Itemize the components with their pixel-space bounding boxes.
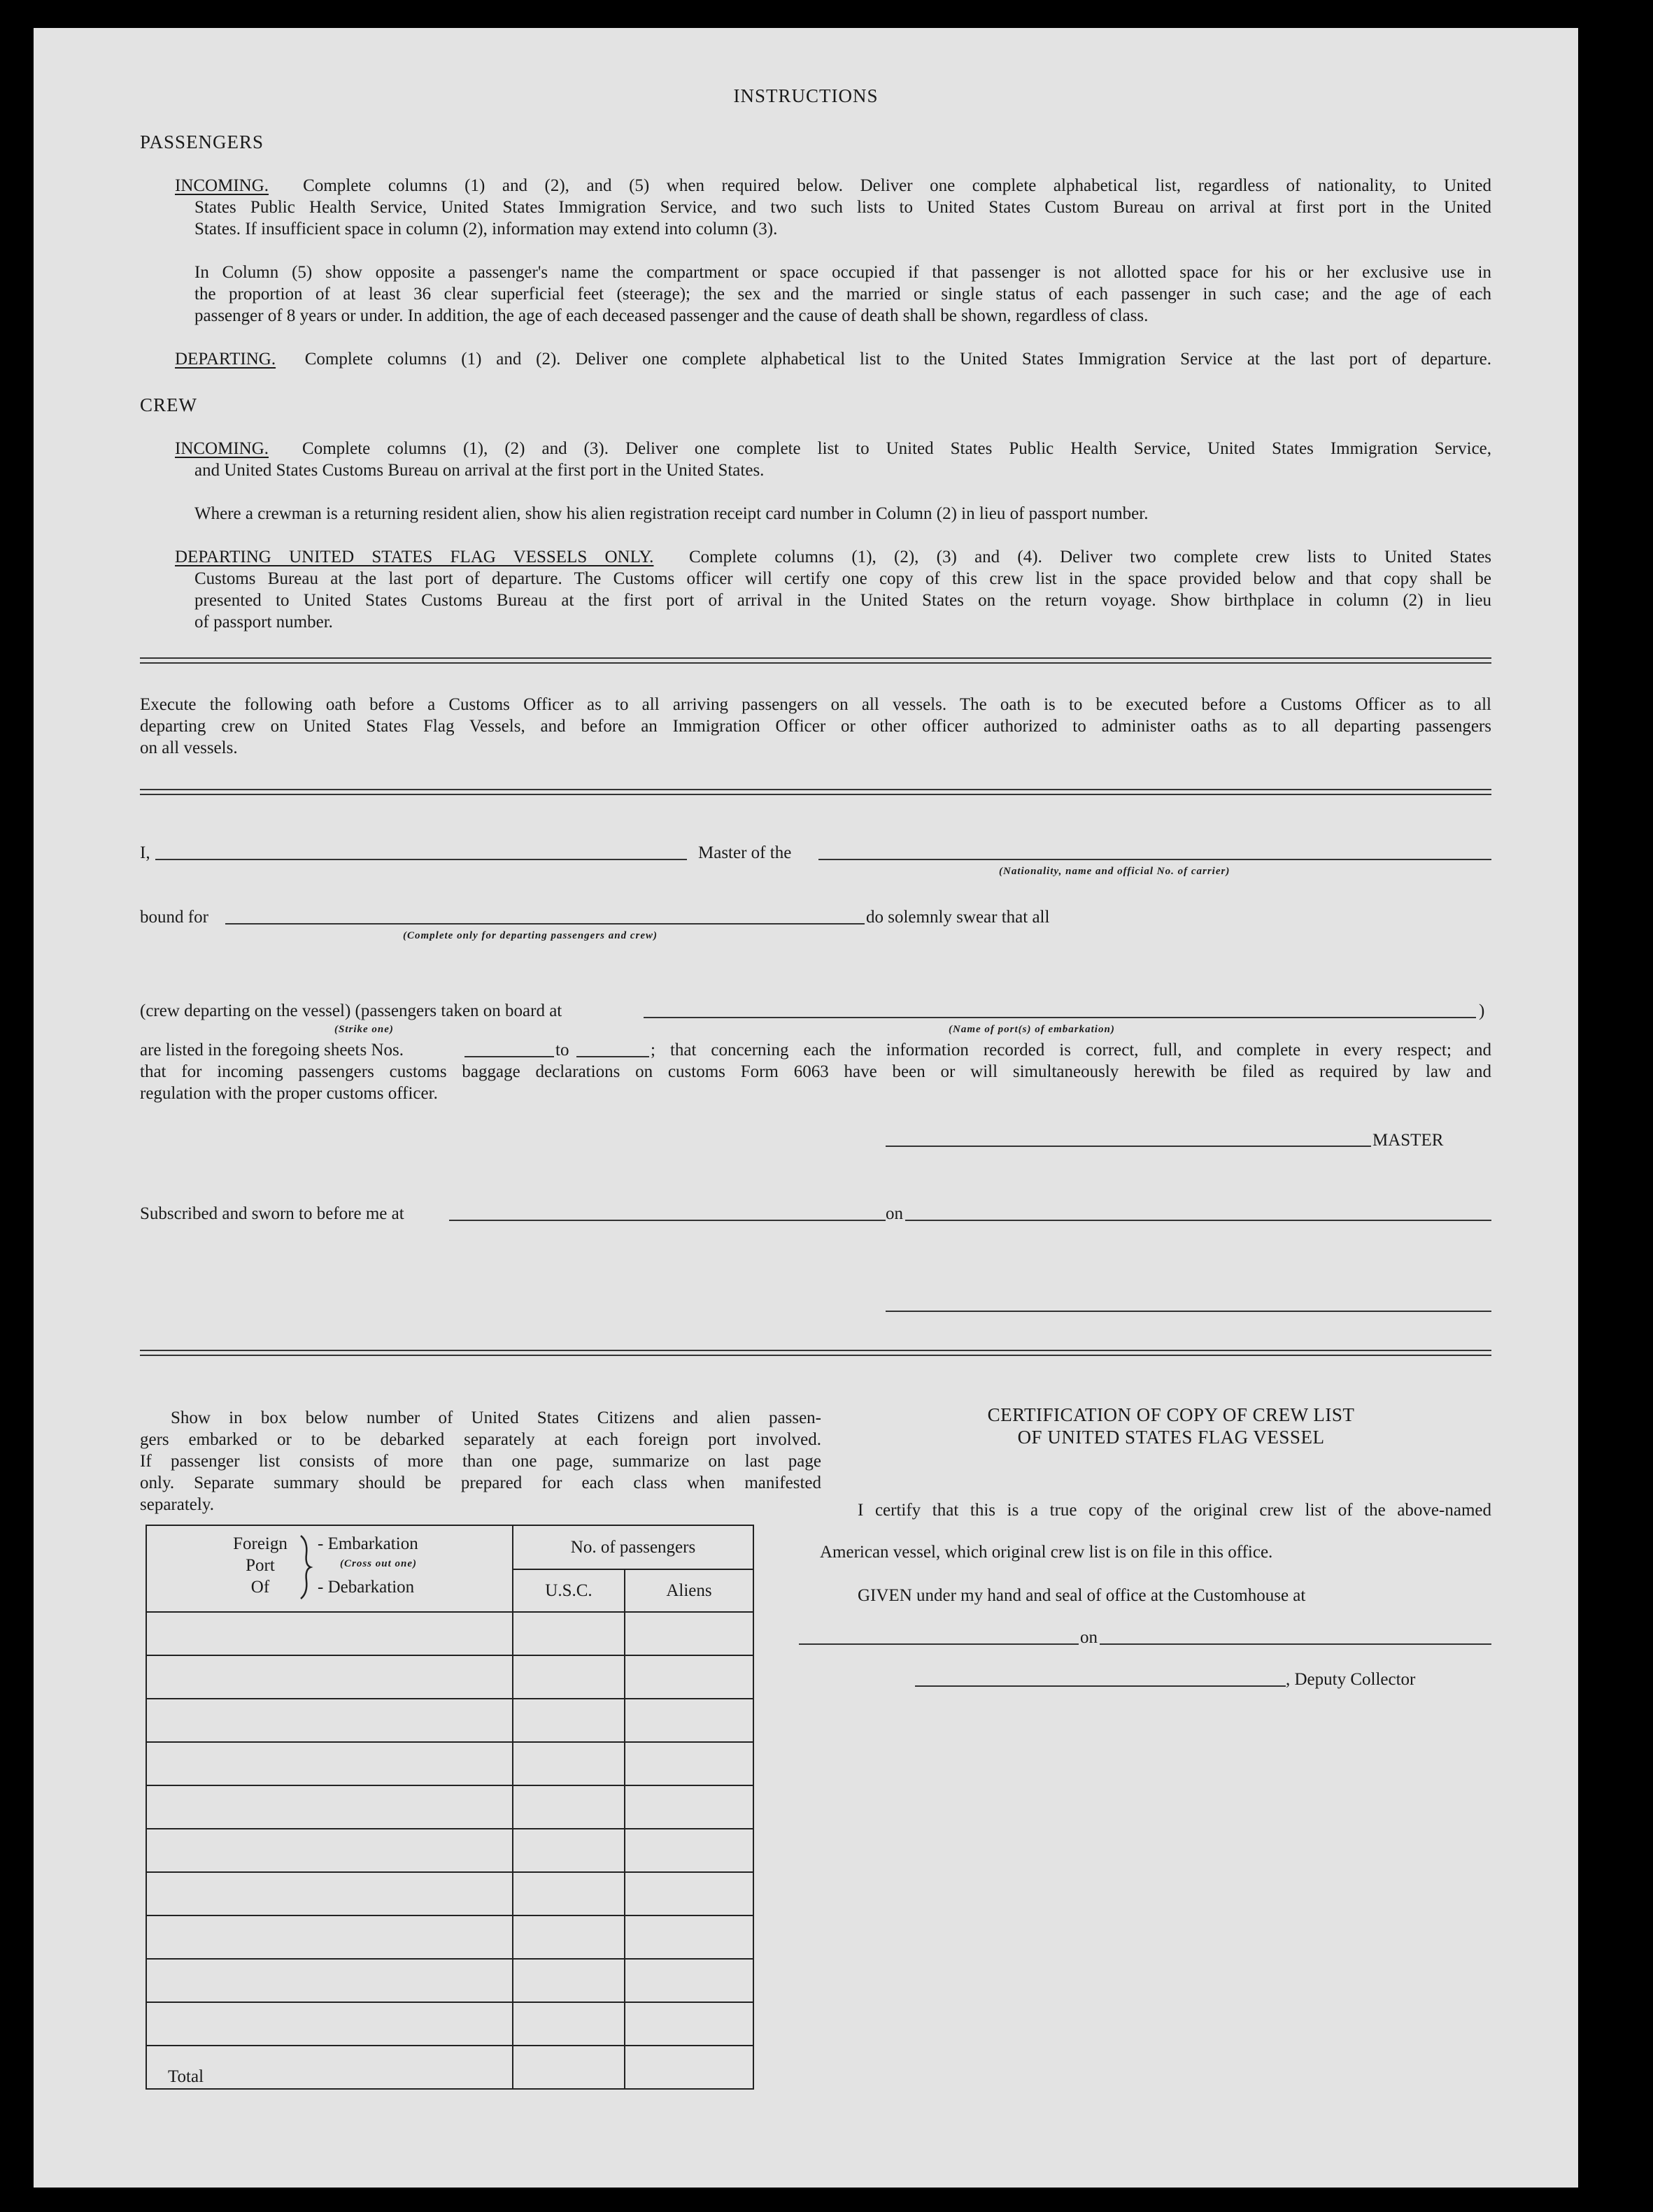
aliens-cell[interactable]	[625, 1742, 753, 1785]
summary-instructions-line-3: If passenger list consists of more than one page, summarize on last page	[140, 1452, 821, 1471]
deputy-collector-signature[interactable]	[915, 1685, 1286, 1687]
total-usc-cell[interactable]	[513, 2046, 625, 2089]
passengers-departing-line: DEPARTING. Complete columns (1) and (2). Deliver one complete alphabetical list to the United States Immigration Service at the last port of departure.	[175, 350, 1492, 369]
usc-cell[interactable]	[513, 1959, 625, 2002]
summary-instructions-line-1: Show in box below number of United States Citizens and alien passen-	[171, 1408, 821, 1427]
certify-line-1: I certify that this is a true copy of the original crew list of the above-named	[858, 1501, 1491, 1520]
column5-line-1: In Column (5) show opposite a passenger's name the compartment or space occupied if that passenger is not allotted space for his or her exclusive use in	[194, 263, 1491, 282]
certification-on-label: on	[1080, 1628, 1098, 1647]
divider-2	[140, 789, 1491, 795]
usc-cell[interactable]	[513, 1829, 625, 1872]
usc-cell[interactable]	[513, 2002, 625, 2046]
header-cross-out: (Cross out one)	[340, 1558, 418, 1569]
resident-alien-note: Where a crewman is a returning resident alien, show his alien registration receipt card number in Column (2) in lieu of passport number.	[194, 504, 1149, 523]
certification-date-field[interactable]	[1100, 1643, 1491, 1645]
master-of-the-label: Master of the	[698, 843, 792, 862]
crew-heading: CREW	[140, 394, 197, 415]
port-header-cell	[146, 1525, 513, 1612]
usc-cell[interactable]	[513, 1915, 625, 1959]
oath-line-3: regulation with the proper customs officer.	[140, 1084, 438, 1103]
sworn-at-field[interactable]	[449, 1220, 886, 1221]
certify-line-2: American vessel, which original crew list is on file in this office.	[820, 1543, 1273, 1562]
usc-cell[interactable]	[513, 1699, 625, 1742]
header-foreign: Foreign	[233, 1534, 288, 1553]
port-cell[interactable]	[146, 1915, 513, 1959]
total-label: Total	[146, 2046, 513, 2089]
no-passengers-header: No. of passengers	[513, 1525, 753, 1569]
usc-cell[interactable]	[513, 1655, 625, 1699]
port-cell[interactable]	[146, 2002, 513, 2046]
oath-instructions-line-2: departing crew on United States Flag Vessels, and before an Immigration Officer or other officer authorized to administer oaths as to all departing passengers	[140, 717, 1491, 736]
passengers-incoming-label: INCOMING.	[175, 176, 269, 195]
aliens-cell[interactable]	[625, 1612, 753, 1655]
divider-1	[140, 657, 1491, 664]
port-cell[interactable]	[146, 1829, 513, 1872]
header-embarkation: - Embarkation	[318, 1534, 418, 1553]
usc-cell[interactable]	[513, 1872, 625, 1915]
passenger-summary-table	[146, 1525, 754, 2090]
bound-for-caption: (Complete only for departing passengers and crew)	[403, 930, 658, 941]
ports-caption: (Name of port(s) of embarkation)	[949, 1024, 1115, 1035]
bound-for-field[interactable]	[225, 923, 865, 925]
aliens-cell[interactable]	[625, 2002, 753, 2046]
usc-header: U.S.C.	[513, 1569, 625, 1612]
solemnly-swear-text: do solemnly swear that all	[866, 908, 1050, 927]
bound-for-label: bound for	[140, 908, 208, 927]
aliens-cell[interactable]	[625, 1655, 753, 1699]
divider-3	[140, 1350, 1491, 1356]
aliens-header: Aliens	[625, 1569, 753, 1612]
customhouse-field[interactable]	[799, 1643, 1079, 1645]
crew-departing-label: DEPARTING UNITED STATES FLAG VESSELS ONLY.	[175, 548, 654, 566]
oath-instructions-line-3: on all vessels.	[140, 738, 238, 757]
strike-one-caption: (Strike one)	[334, 1024, 394, 1035]
port-cell[interactable]	[146, 1742, 513, 1785]
officer-signature-field[interactable]	[886, 1311, 1491, 1312]
header-port: Port	[246, 1556, 275, 1575]
port-cell[interactable]	[146, 1699, 513, 1742]
master-signature-field[interactable]	[886, 1146, 1371, 1147]
total-aliens-cell[interactable]	[625, 2046, 753, 2089]
aliens-cell[interactable]	[625, 1699, 753, 1742]
aliens-cell[interactable]	[625, 1872, 753, 1915]
sheets-from-field[interactable]	[464, 1056, 554, 1057]
form-page	[34, 28, 1578, 2188]
certification-title-line-2: OF UNITED STATES FLAG VESSEL	[1017, 1427, 1325, 1448]
aliens-cell[interactable]	[625, 1959, 753, 2002]
port-cell[interactable]	[146, 1959, 513, 2002]
page-title: INSTRUCTIONS	[733, 85, 879, 106]
port-cell[interactable]	[146, 1612, 513, 1655]
port-cell[interactable]	[146, 1655, 513, 1699]
crew-departing-line-4: of passport number.	[194, 613, 333, 632]
crew-incoming-label: INCOMING.	[175, 439, 269, 458]
certification-title-line-1: CERTIFICATION OF COPY OF CREW LIST	[987, 1404, 1355, 1425]
master-name-field[interactable]	[155, 859, 687, 860]
embarkation-ports-field[interactable]	[644, 1017, 1476, 1018]
oath-i-label: I,	[140, 843, 150, 862]
summary-instructions-line-4: only. Separate summary should be prepared for each class when manifested	[140, 1474, 821, 1492]
usc-cell[interactable]	[513, 1612, 625, 1655]
close-paren: )	[1479, 1001, 1485, 1020]
summary-instructions-line-2: gers embarked or to be debarked separately at each foreign port involved.	[140, 1430, 821, 1449]
listed-to-text: to	[555, 1041, 569, 1059]
listed-post-text: ; that concerning each the information recorded is correct, full, and complete in every respect; and	[651, 1041, 1491, 1059]
carrier-field[interactable]	[818, 859, 1491, 860]
oath-line-2: that for incoming passengers customs baggage declarations on customs Form 6063 have been or will simultaneously herewith be filed as required by law and	[140, 1062, 1491, 1081]
passengers-incoming-line-2: States Public Health Service, United States Immigration Service, and two such lists to United States Custom Bureau on arrival at first port in the United	[194, 198, 1491, 217]
given-text: GIVEN under my hand and seal of office at the Customhouse at	[858, 1586, 1306, 1605]
nationality-caption: (Nationality, name and official No. of carrier)	[999, 866, 1230, 877]
summary-instructions-line-5: separately.	[140, 1495, 214, 1514]
aliens-cell[interactable]	[625, 1785, 753, 1829]
brace-icon	[298, 1534, 313, 1600]
passengers-incoming-line-3: States. If insufficient space in column (2), information may extend into column (3).	[194, 220, 778, 238]
port-cell[interactable]	[146, 1872, 513, 1915]
master-label: MASTER	[1372, 1131, 1444, 1150]
listed-pre-text: are listed in the foregoing sheets Nos.	[140, 1041, 404, 1059]
sworn-on-field[interactable]	[905, 1220, 1491, 1221]
deputy-collector-label: , Deputy Collector	[1286, 1670, 1416, 1689]
column5-line-2: the proportion of at least 36 clear superficial feet (steerage); the sex and the married or single status of each passenger in such case; and the age of each	[194, 285, 1491, 304]
subscribed-text: Subscribed and sworn to before me at	[140, 1204, 404, 1223]
crew-departing-line-1: DEPARTING UNITED STATES FLAG VESSELS ONLY. Complete columns (1), (2), (3) and (4). Deliver two complete crew lists to United States	[175, 548, 1492, 566]
usc-cell[interactable]	[513, 1785, 625, 1829]
sheets-to-field[interactable]	[576, 1056, 649, 1057]
sworn-on-label: on	[886, 1204, 903, 1223]
column5-line-3: passenger of 8 years or under. In addition, the age of each deceased passenger and the cause of death shall be shown, regardless of class.	[194, 306, 1149, 325]
header-debarkation: - Debarkation	[318, 1578, 415, 1597]
aliens-cell[interactable]	[625, 1829, 753, 1872]
crew-departing-text: (crew departing on the vessel) (passengers taken on board at	[140, 1001, 562, 1020]
header-of: Of	[250, 1578, 270, 1597]
crew-departing-line-3: presented to United States Customs Bureau at the first port of arrival in the United States on the return voyage. Show birthplace in column (2) in lieu	[194, 591, 1491, 610]
passengers-departing-label: DEPARTING.	[175, 350, 276, 369]
passengers-incoming-line-1: INCOMING. Complete columns (1) and (2), and (5) when required below. Deliver one complete alphabetical list, regardless of nationality, to United	[175, 176, 1492, 195]
crew-departing-line-2: Customs Bureau at the last port of departure. The Customs officer will certify one copy of this crew list in the space provided below and that copy shall be	[194, 569, 1491, 588]
oath-instructions-line-1: Execute the following oath before a Customs Officer as to all arriving passengers on all vessels. The oath is to be executed before a Customs Officer as to all	[140, 695, 1491, 714]
crew-incoming-line-2: and United States Customs Bureau on arrival at the first port in the United States.	[194, 461, 765, 480]
aliens-cell[interactable]	[625, 1915, 753, 1959]
port-cell[interactable]	[146, 1785, 513, 1829]
passengers-heading: PASSENGERS	[140, 131, 264, 152]
usc-cell[interactable]	[513, 1742, 625, 1785]
crew-incoming-line-1: INCOMING. Complete columns (1), (2) and (3). Deliver one complete list to United States Public Health Service, United States Immigration Service,	[175, 439, 1492, 458]
